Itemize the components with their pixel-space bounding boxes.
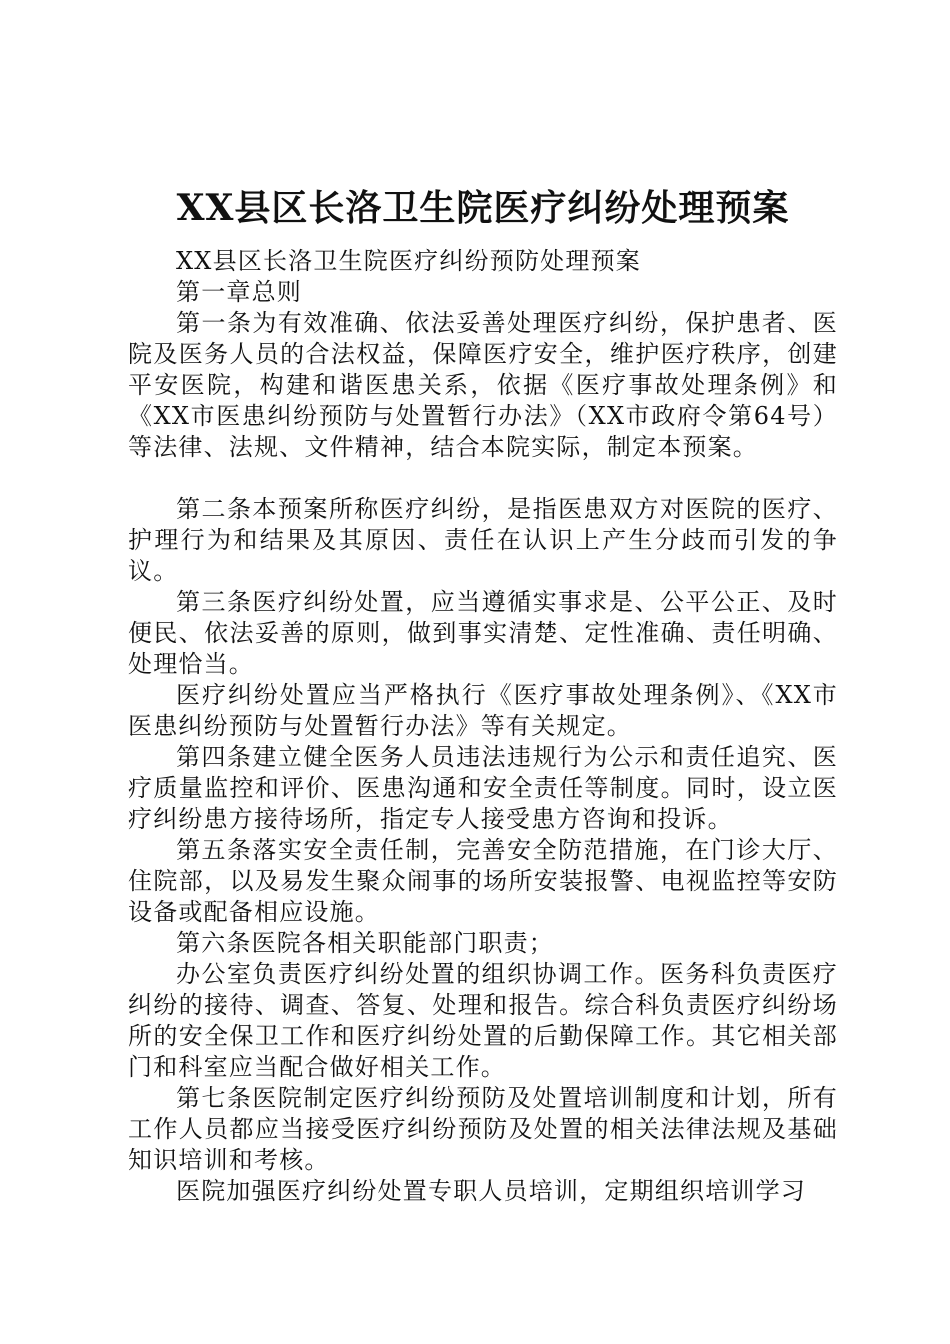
training-paragraph: 医院加强医疗纠纷处置专职人员培训，定期组织培训学习 [176, 1177, 806, 1205]
subtitle-paragraph: XX县区长洛卫生院医疗纠纷预防处理预案 [176, 247, 641, 275]
article-5-paragraph: 第五条落实安全责任制，完善安全防范措施，在门诊大厅、住院部，以及易发生聚众闹事的场所安装报警、电视监控等安防设备或配备相应设施。 [128, 836, 838, 926]
article-3-paragraph: 第三条医疗纠纷处置，应当遵循实事求是、公平公正、及时便民、依法妥善的原则，做到事实清楚、定性准确、责任明确、处理恰当。 [128, 588, 838, 678]
department-duties-paragraph: 办公室负责医疗纠纷处置的组织协调工作。医务科负责医疗纠纷的接待、调查、答复、处理和报告。综合科负责医疗纠纷场所的安全保卫工作和医疗纠纷处置的后勤保障工作。其它相关部门和科室应当配合做好相关工作。 [128, 960, 838, 1081]
document-title: XX县区长洛卫生院医疗纠纷处理预案 [176, 187, 790, 229]
article-1-paragraph: 第一条为有效准确、依法妥善处理医疗纠纷，保护患者、医院及医务人员的合法权益，保障医疗安全，维护医疗秩序，创建平安医院，构建和谐医患关系，依据《医疗事故处理条例》和《XX市医患纠纷预防与处置暂行办法》（XX市政府令第64号）等法律、法规、文件精神，结合本院实际，制定本预案。 [128, 309, 838, 461]
chapter-heading: 第一章总则 [176, 278, 302, 306]
document-page [128, 180, 838, 1207]
article-6-paragraph: 第六条医院各相关职能部门职责； [176, 929, 554, 957]
article-3-supplement-paragraph: 医疗纠纷处置应当严格执行《医疗事故处理条例》、《XX市医患纠纷预防与处置暂行办法》等有关规定。 [128, 681, 838, 740]
article-7-paragraph: 第七条医院制定医疗纠纷预防及处置培训制度和计划，所有工作人员都应当接受医疗纠纷预防及处置的相关法律法规及基础知识培训和考核。 [128, 1084, 838, 1174]
article-2-paragraph: 第二条本预案所称医疗纠纷，是指医患双方对医院的医疗、护理行为和结果及其原因、责任在认识上产生分歧而引发的争议。 [128, 495, 838, 585]
article-4-paragraph: 第四条建立健全医务人员违法违规行为公示和责任追究、医疗质量监控和评价、医患沟通和安全责任等制度。同时，设立医疗纠纷患方接待场所，指定专人接受患方咨询和投诉。 [128, 743, 838, 833]
